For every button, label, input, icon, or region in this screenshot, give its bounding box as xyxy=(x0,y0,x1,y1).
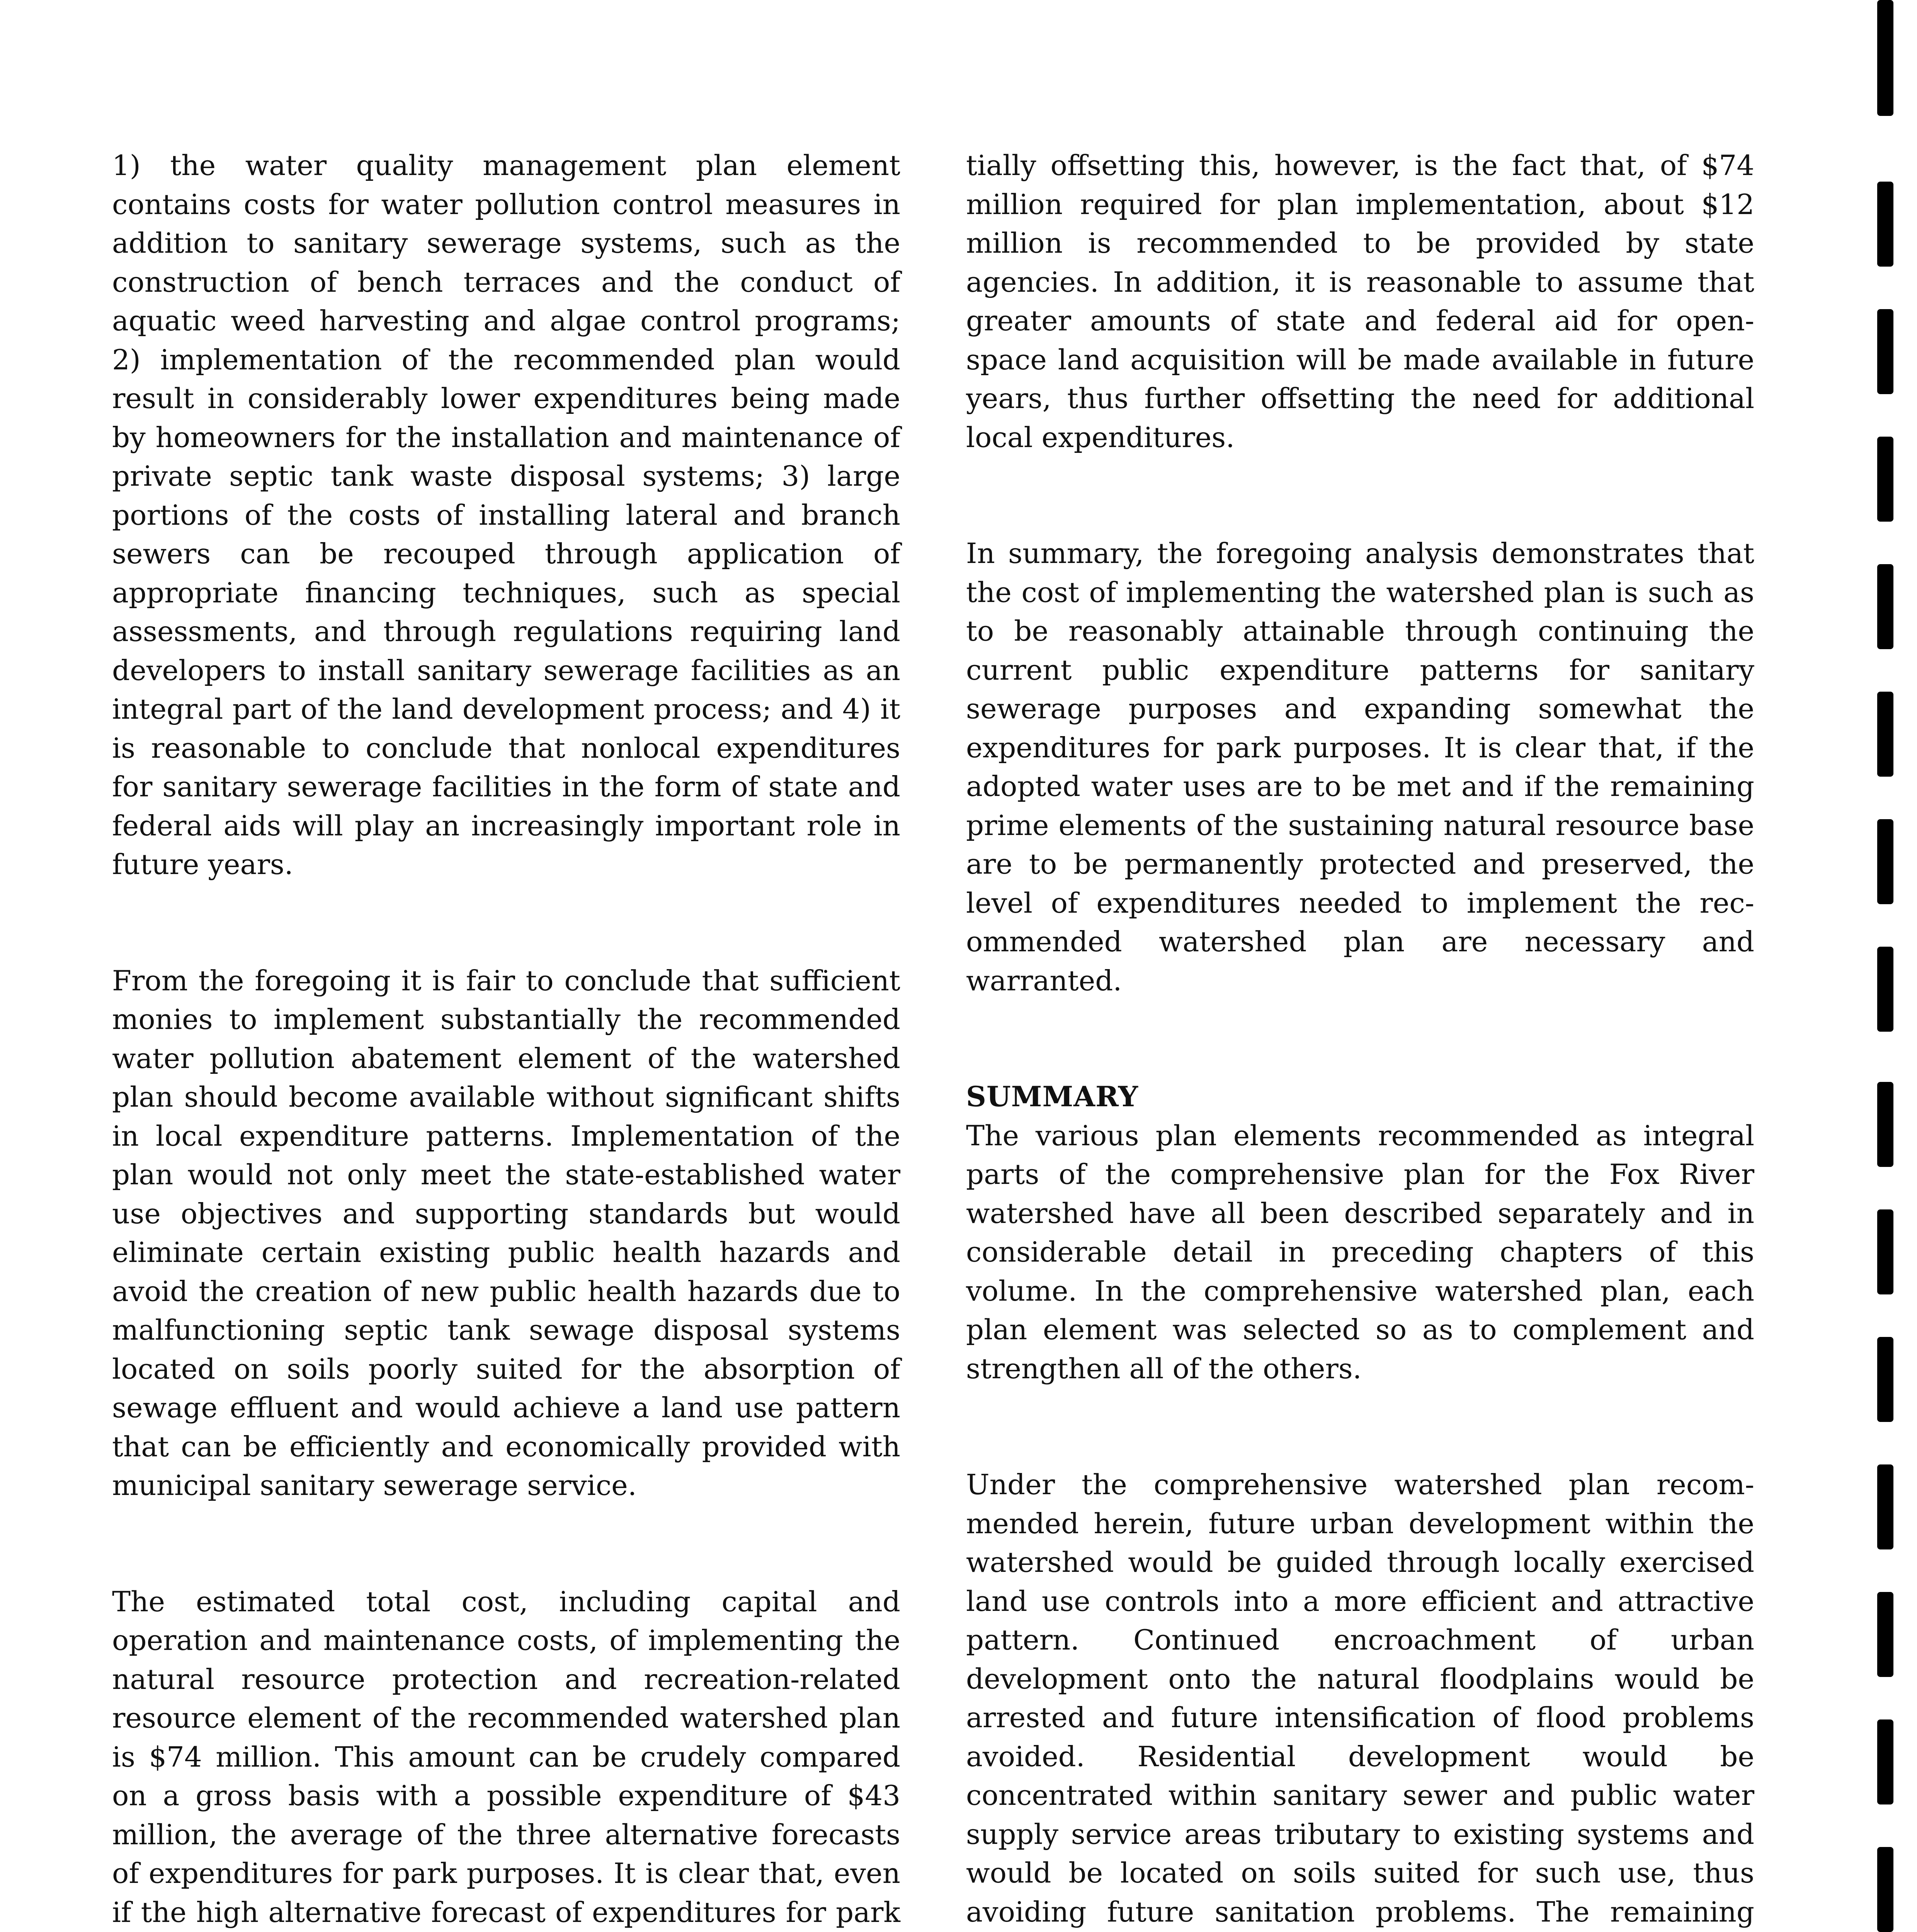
binding-mark xyxy=(1877,1209,1893,1294)
binding-mark xyxy=(1877,564,1893,649)
paragraph-estimated-total-cost: The estimated total cost, including capital and operation and maintenance costs, of implementing the natural resource protection and recreation-related resource element of the recommended watershed plan is $74 million. This amount can be crudely compared on a gross basis with a possible expenditure of $43 million, the average of the three alternative forecasts of expenditures for park purposes. It is clear that, even if the high alternative forecast of expenditures for park xyxy=(112,1585,900,1929)
binding-mark xyxy=(1877,1592,1893,1677)
section-heading-summary: SUMMARY xyxy=(966,1080,1139,1113)
binding-mark xyxy=(1877,309,1893,394)
right-column xyxy=(966,146,1754,1932)
left-column xyxy=(112,146,900,1932)
paragraph-offsetting-costs: tially offsetting this, however, is the fact that, of $74 million required for plan implementation, about $12 million is recommended to be provided by state agencies. In addition, it is reasonable to assume that greater amounts of state and federal aid for open-space land acquisition will be made available in future years, thus further offsetting the need for additional local expenditures. xyxy=(966,149,1754,454)
paragraph-plan-elements: The various plan elements recommended as integral parts of the comprehensive plan for the Fox River watershed have all been described separately and in considerable detail in preceding chapters of this volume. In the comprehensive watershed plan, each plan element was selected so as to complement and strengthen all of the others. xyxy=(966,1119,1754,1385)
binding-mark xyxy=(1877,1719,1893,1804)
binding-mark xyxy=(1877,692,1893,777)
binding-mark xyxy=(1877,0,1893,116)
binding-mark xyxy=(1877,1464,1893,1549)
binding-mark xyxy=(1877,1082,1893,1167)
binding-mark xyxy=(1877,947,1893,1032)
binding-mark xyxy=(1877,182,1893,267)
paragraph-pollution-abatement: From the foregoing it is fair to conclude that sufficient monies to implement substantially the recommended water pollution abatement element of the watershed plan should become available without significant shifts in local expenditure patterns. Implementation of the plan would not only meet the state-established water use objectives and supporting standards but would eliminate certain existing public health hazards and avoid the creation of new public health hazards due to malfunctioning septic tank sewage disposal systems located on soils poorly suited for the absorption of sewage effluent and would achieve a land use pattern that can be efficiently and economically provided with municipal sanitary sewerage service. xyxy=(112,964,900,1502)
paragraph-in-summary: In summary, the foregoing analysis demonstrates that the cost of implementing the watershed plan is such as to be reasonably attainable through continuing the current public expenditure patterns for sanitary sewerage purposes and expanding somewhat the expenditures for park purposes. It is clear that, if the adopted water uses are to be met and if the remaining prime elements of the sustaining natural resource base are to be permanently protected and preserved, the level of expenditures needed to implement the recommended watershed plan are necessary and warranted. xyxy=(966,537,1754,997)
binding-mark xyxy=(1877,819,1893,904)
paragraph-urban-development: Under the comprehensive watershed plan recommended herein, future urban development within the watershed would be guided through locally exercised land use controls into a more efficient and attractive pattern. Continued encroachment of urban development onto the natural floodplains would be arrested and future intensification of flood problems avoided. Residential development would be concentrated within sanitary sewer and public water supply service areas tributary to existing systems and would be located on soils suited for such use, thus avoiding future sanitation problems. The remaining xyxy=(966,1468,1754,1928)
binding-mark xyxy=(1877,1847,1893,1932)
binding-mark xyxy=(1877,1337,1893,1422)
binding-mark xyxy=(1877,437,1893,522)
paragraph-plan-costs-list: 1) the water quality management plan element contains costs for water pollution control measures in addition to sanitary sewerage systems, such as the construction of bench terraces and the conduct of aquatic weed harvesting and algae control programs; 2) implementation of the recommended plan would result in considerably lower expenditures being made by homeowners for the installation and maintenance of private septic tank waste disposal systems; 3) large portions of the costs of installing lateral and branch sewers can be recouped through application of appropriate financing techniques, such as special assessments, and through regulations requiring land developers to install sanitary sewerage facilities as an integral part of the land development process; and 4) it is reasonable to conclude that nonlocal expenditures for sanitary sewerage facilities in the form of state and federal aids will play an increasingly important role in future years. xyxy=(112,149,900,881)
